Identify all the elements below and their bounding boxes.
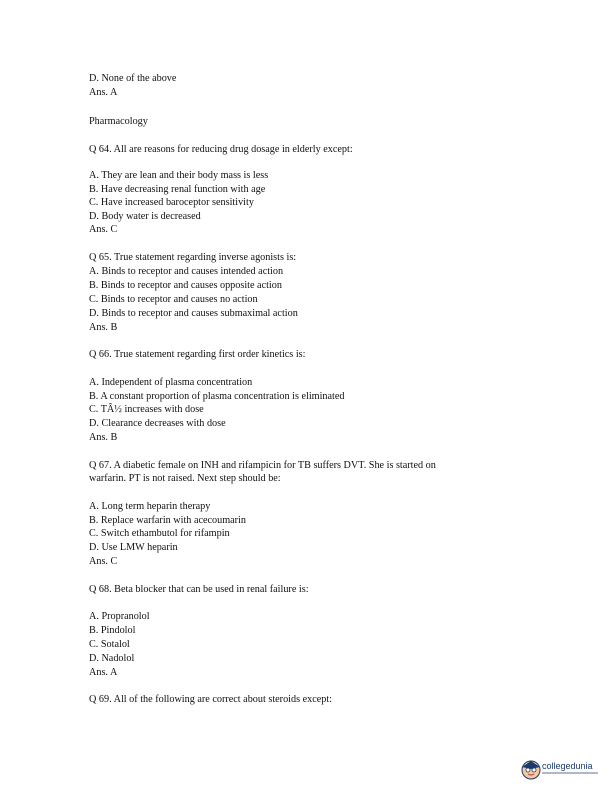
question-line: Q 65. True statement regarding inverse agonists is: [89,252,297,263]
answer-line: Ans. A [89,87,118,98]
option-line: B. A constant proportion of plasma concentration is eliminated [89,391,345,402]
option-line: B. Binds to receptor and causes opposite action [89,280,282,291]
question-line: Q 64. All are reasons for reducing drug dosage in elderly except: [89,144,353,155]
option-line: A. Independent of plasma concentration [89,377,253,388]
option-line: D. Use LMW heparin [89,542,178,553]
question-line: Q 66. True statement regarding first order kinetics is: [89,349,306,360]
option-line: A. Binds to receptor and causes intended action [89,266,284,277]
question-line: Q 69. All of the following are correct about steroids except: [89,694,333,705]
answer-line: Ans. B [89,322,118,333]
option-line: C. Sotalol [89,639,130,650]
option-line: D. Nadolol [89,653,135,664]
answer-line: Ans. A [89,667,118,678]
text-line: D. None of the above [89,73,177,84]
option-line: D. Clearance decreases with dose [89,418,226,429]
option-line: A. They are lean and their body mass is less [89,170,269,181]
question-line: warfarin. PT is not raised. Next step should be: [89,473,281,484]
option-line: C. Switch ethambutol for rifampin [89,528,230,539]
question-line: Q 67. A diabetic female on INH and rifampicin for TB suffers DVT. She is started on [89,460,436,471]
option-line: D. Body water is decreased [89,211,201,222]
answer-line: Ans. B [89,432,118,443]
option-line: A. Propranolol [89,611,150,622]
logo-text: collegedunia [542,761,593,771]
option-line: B. Pindolol [89,625,136,636]
option-line: C. Binds to receptor and causes no action [89,294,258,305]
option-line: B. Replace warfarin with acecoumarin [89,515,246,526]
option-line: B. Have decreasing renal function with age [89,184,266,195]
collegedunia-logo [520,758,600,782]
answer-line: Ans. C [89,556,118,567]
option-line: D. Binds to receptor and causes submaximal action [89,308,298,319]
logo-tagline [542,772,598,774]
mascot-icon [520,758,542,780]
section-heading: Pharmacology [89,116,148,127]
answer-line: Ans. C [89,224,118,235]
question-line: Q 68. Beta blocker that can be used in renal failure is: [89,584,309,595]
option-line: C. Have increased baroceptor sensitivity [89,197,254,208]
option-line: C. TÂ½ increases with dose [89,404,204,415]
option-line: A. Long term heparin therapy [89,501,211,512]
